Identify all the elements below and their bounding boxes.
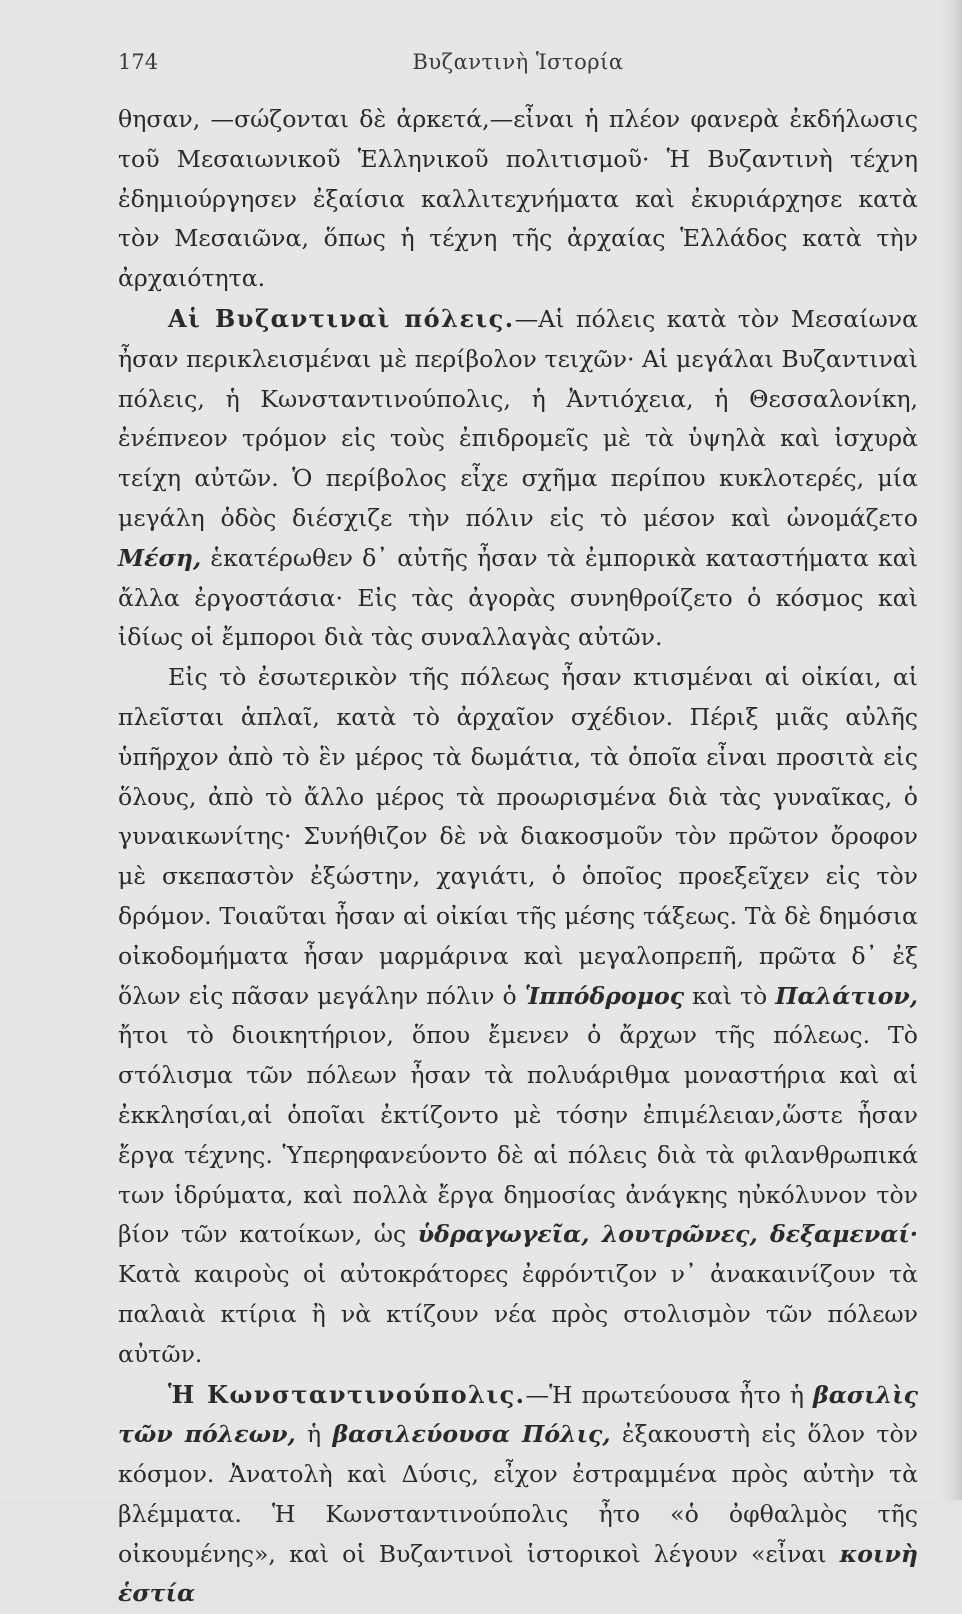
- paragraph-text: θησαν, —σώζονται δὲ ἀρκετά,—εἶναι ἡ πλέον φανερὰ ἐκδήλωσις τοῦ Μεσαιωνικοῦ Ἑλληνικοῦ πολιτισμοῦ· Ἡ Βυζαντινὴ τέχνη ἐδημιούργησεν ἐξαίσια καλλιτεχνήματα καὶ ἐκυριάρχησε κατὰ τὸν Μεσαιῶνα, ὅπως ἡ τέχνη τῆς ἀρχαίας Ἑλλάδος κατὰ τὴν ἀρχαιότητα.: [118, 105, 918, 292]
- emphasis-text: βασιλεύουσα Πόλις,: [332, 1420, 610, 1448]
- paragraph-text: ἐξακουστὴ εἰς ὅλον τὸν κόσμον. Ἀνατολὴ καὶ Δύσις, εἶχον ἐστραμμένα πρὸς αὐτὴν τὰ βλέμματα. Ἡ Κωνσταντινούπολις ἦτο «ὁ ὀφθαλμὸς τῆς οἰκουμένης», καὶ οἱ Βυζαντινοὶ ἱστορικοὶ λέγουν «εἶναι: [118, 1420, 918, 1567]
- paragraph: [118, 658, 918, 1374]
- page-number: 174: [118, 50, 158, 74]
- paragraph-text: ἡ: [296, 1420, 333, 1448]
- running-title: Βυζαντινὴ Ἱστορία: [118, 50, 918, 74]
- paragraph-text: Εἰς τὸ ἐσωτερικὸν τῆς πόλεως ἦσαν κτισμέναι αἱ οἰκίαι, αἱ πλεῖσται ἁπλαῖ, κατὰ τὸ ἀρχαῖον σχέδιον. Πέριξ μιᾶς αὐλῆς ὑπῆρχον ἀπὸ τὸ ἓν μέρος τὰ δωμάτια, τὰ ὁποῖα εἶναι προσιτὰ εἰς ὅλους, ἀπὸ τὸ ἄλλο μέρος τὰ προωρισμένα διὰ τὰς γυναῖκας, ὁ γυναικωνίτης· Συνήθιζον δὲ νὰ διακοσμοῦν τὸν πρῶτον ὄροφον μὲ σκεπαστὸν ἐξώστην, χαγιάτι, ὁ ὁποῖος προεξεῖχεν εἰς τὸν δρόμον. Τοιαῦται ἦσαν αἱ οἰκίαι τῆς μέσης τάξεως. Τὰ δὲ δημόσια οἰκοδομήματα ἦσαν μαρμάρινα καὶ μεγαλοπρεπῆ, πρῶτα δ᾽ ἐξ ὅλων εἰς πᾶσαν μεγάλην πόλιν ὁ: [118, 663, 918, 1009]
- paragraph-text: καὶ τὸ: [684, 982, 775, 1010]
- paragraph-text: Κατὰ καιροὺς οἱ αὐτοκράτορες ἐφρόντιζον ν᾽ ἀνακαινίζουν τὰ παλαιὰ κτίρια ἢ νὰ κτίζουν νέα πρὸς στολισμὸν τῶν πόλεων αὐτῶν.: [118, 1260, 918, 1368]
- paragraph-text: —Αἱ πόλεις κατὰ τὸν Μεσαίωνα ἦσαν περικλεισμέναι μὲ περίβολον τειχῶν· Αἱ μεγάλαι Βυζαντιναὶ πόλεις, ἡ Κωνσταντινούπολις, ἡ Ἀντιόχεια, ἡ Θεσσαλονίκη, ἐνέπνεον τρόμον εἰς τοὺς ἐπιδρομεῖς μὲ τὰ ὑψηλὰ καὶ ἰσχυρὰ τείχη αὐτῶν. Ὁ περίβολος εἶχε σχῆμα περίπου κυκλοτερές, μία μεγάλη ὁδὸς διέσχιζε τὴν πόλιν εἰς τὸ μέσον καὶ ὠνομάζετο: [118, 305, 918, 532]
- paragraph-text: ἑκατέρωθεν δ᾽ αὐτῆς ἦσαν τὰ ἐμπορικὰ καταστήματα καὶ ἄλλα ἐργοστάσια· Εἰς τὰς ἀγορὰς συνηθροίζετο ὁ κόσμος καὶ ἰδίως οἱ ἔμποροι διὰ τὰς συναλλαγὰς αὐτῶν.: [118, 544, 918, 652]
- emphasis-text: κοινὴ ἑστία: [118, 1540, 918, 1608]
- emphasis-text: Παλάτιον,: [775, 982, 918, 1010]
- emphasis-text: ὑδραγωγεῖα, λουτρῶνες, δεξαμεναί·: [418, 1220, 918, 1248]
- emphasis-text: Μέση,: [118, 544, 201, 572]
- paragraph: [118, 299, 918, 658]
- paragraph-text: —Ἡ πρωτεύουσα ἦτο ἡ: [526, 1381, 813, 1409]
- paragraph-text: ἤτοι τὸ διοικητήριον, ὅπου ἔμενεν ὁ ἄρχων τῆς πόλεως. Τὸ στόλισμα τῶν πόλεων ἦσαν τὰ πολυάριθμα μοναστήρια καὶ αἱ ἐκκλησίαι,αἱ ὁποῖαι ἐκτίζοντο μὲ τόσην ἐπιμέλειαν,ὥστε ἦσαν ἔργα τέχνης. Ὑπερηφανεύοντο δὲ αἱ πόλεις διὰ τὰ φιλανθρωπικά των ἱδρύματα, καὶ πολλὰ ἔργα δημοσίας ἀνάγκης ηὐκόλυνον τὸν βίον τῶν κατοίκων, ὡς: [118, 1021, 918, 1248]
- paragraph: [118, 100, 918, 299]
- emphasis-text: βασιλὶς τῶν πόλεων,: [118, 1381, 918, 1449]
- page-header: [118, 50, 918, 80]
- section-heading: Ἡ Κωνσταντινούπολις.: [168, 1380, 526, 1409]
- page-edge-shadow: [940, 0, 962, 1500]
- section-heading: Αἱ Βυζαντιναὶ πόλεις.: [168, 304, 515, 333]
- paragraph: [118, 1375, 918, 1614]
- emphasis-text: Ἱππόδρομος: [525, 982, 684, 1010]
- body-text: [118, 100, 918, 1614]
